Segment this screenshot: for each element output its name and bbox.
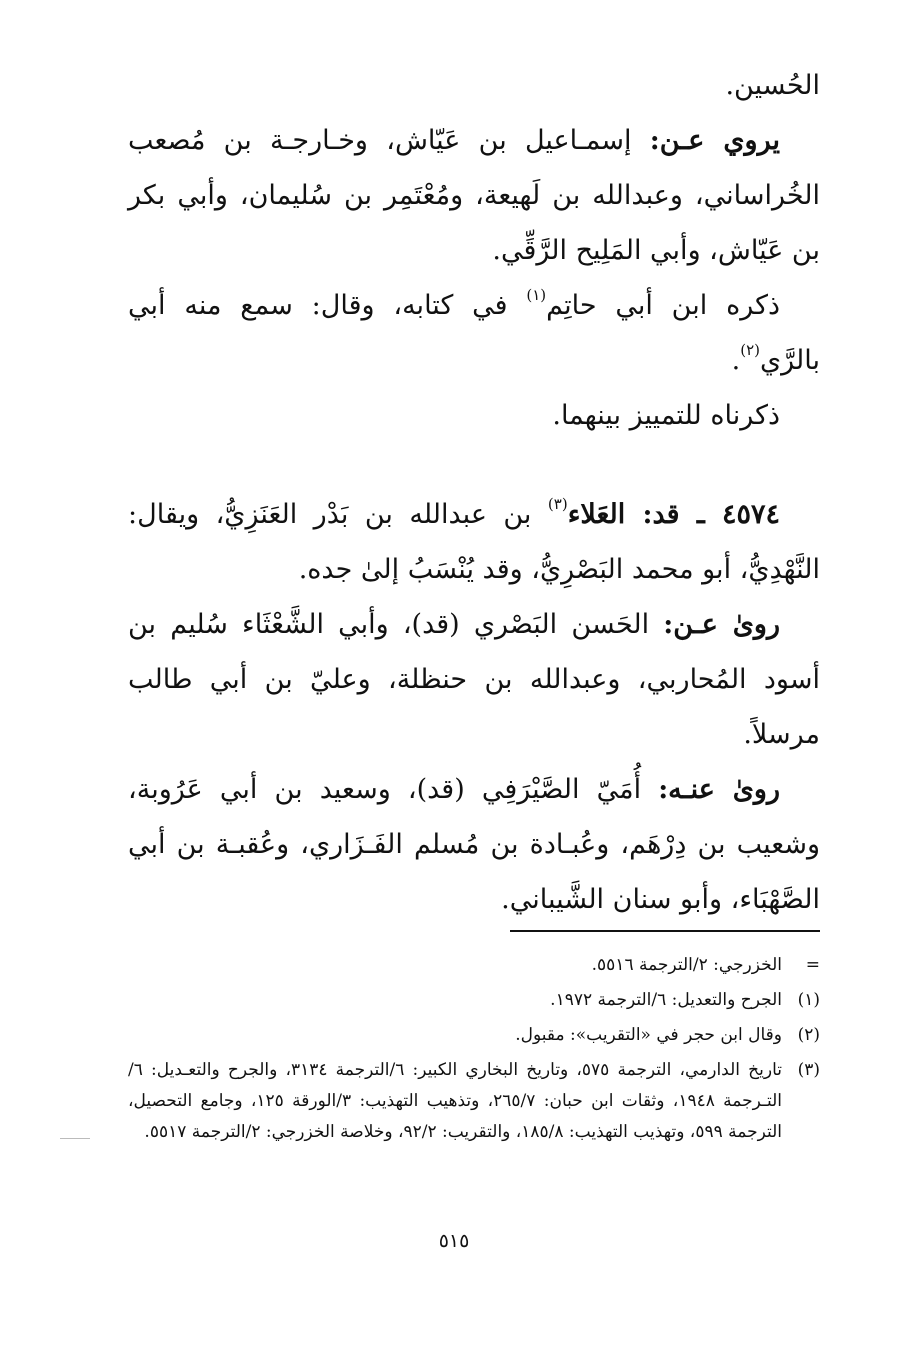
paragraph-3 [128, 278, 820, 388]
footnote-text: الجرح والتعديل: ٦/الترجمة ١٩٧٢. [550, 990, 782, 1010]
paragraph-4: ذكرناه للتمييز بينهما. [552, 400, 780, 431]
page-number: ٥١٥ [438, 1230, 470, 1252]
footnote-mark: (١) [797, 990, 820, 1010]
footnote-mark: = [805, 955, 820, 975]
narrated-by-heading: روىٰ عنـه: [658, 774, 780, 805]
footnote-continuation [128, 950, 820, 981]
narrates-from-heading: يروي عـن: [649, 125, 780, 156]
footnotes [128, 950, 820, 1152]
main-text [128, 58, 820, 927]
footnote-ref-2: (٢) [740, 341, 760, 359]
footnote-mark: (٢) [797, 1025, 820, 1045]
paragraph-2 [128, 113, 820, 278]
footnote-3 [128, 1055, 820, 1148]
footnote-ref-1: (١) [526, 286, 547, 304]
footnote-1 [128, 985, 820, 1016]
footnote-ref-3: (٣) [547, 495, 568, 513]
narrated-from-heading: روىٰ عـن: [663, 609, 780, 640]
teachers-list: الحَسن البَصْري (قد)، وأبي الشَّعْثَاء سُليم بن أسود المُحاربي، وعبدالله بن حنظلة، وعليّ بن أبي طالب مرسلاً. [128, 609, 820, 750]
footnote-separator [510, 930, 820, 932]
footnote-2 [128, 1020, 820, 1051]
entry-heading: ٤٥٧٤ ـ قد: العَلاء [567, 499, 781, 530]
footnote-text: الخزرجي: ٢/الترجمة ٥٥١٦. [591, 955, 782, 975]
paragraph-7 [128, 762, 820, 927]
footnote-mark: (٣) [797, 1060, 820, 1080]
entry-gap [128, 443, 820, 487]
margin-mark [60, 1138, 90, 1139]
footnote-text: تاريخ الدارمي، الترجمة ٥٧٥، وتاريخ البخاري الكبير: ٦/الترجمة ٣١٣٤، والجرح والتعـديل: ٦/التـرجمة ١٩٤٨، وثقات ابن حبان: ٢٦٥/٧، وتذهيب التهذيب: ٣/الورقة ١٢٥، وجامع التحصيل، الترجمة ٥٩٩، وتهذيب التهذيب: ١٨٥/٨، والتقريب: ٩٢/٢، وخلاصة الخزرجي: ٢/الترجمة ٥٥١٧. [128, 1060, 782, 1142]
p3-text-a: ذكره ابن أبي حاتِم [546, 290, 780, 321]
entry-4574 [128, 487, 820, 597]
paragraph-1: الحُسين. [725, 70, 820, 101]
footnote-text: وقال ابن حجر في «التقريب»: مقبول. [515, 1025, 782, 1045]
entry-text: بن عبدالله بن بَدْر العَنَزِيُّ، ويقال: النَّهْدِيُّ، أبو محمد البَصْرِيُّ، وقد يُنْسَبُ إلىٰ جده. [128, 499, 820, 585]
paragraph-6 [128, 597, 820, 762]
students-list: أُمَيّ الصَّيْرَفِي (قد)، وسعيد بن أبي عَرُوبة، وشعيب بن دِرْهَم، وعُبـادة بن مُسلم الفَـزَاري، وعُقبـة بن أبي الصَّهْبَاء، وأبو سنان الشَّيباني. [128, 774, 820, 915]
p3-text-b: في كتابه، وقال: سمع منه أبي بالرَّي [128, 290, 820, 376]
p3-text-c: . [731, 345, 741, 376]
narrators-list: إسمـاعيل بن عَيّاش، وخـارجـة بن مُصعب الخُراساني، وعبدالله بن لَهيعة، ومُعْتَمِر بن سُليمان، وأبي بكر بن عَيّاش، وأبي المَلِيح الرَّقِّي. [128, 125, 820, 266]
